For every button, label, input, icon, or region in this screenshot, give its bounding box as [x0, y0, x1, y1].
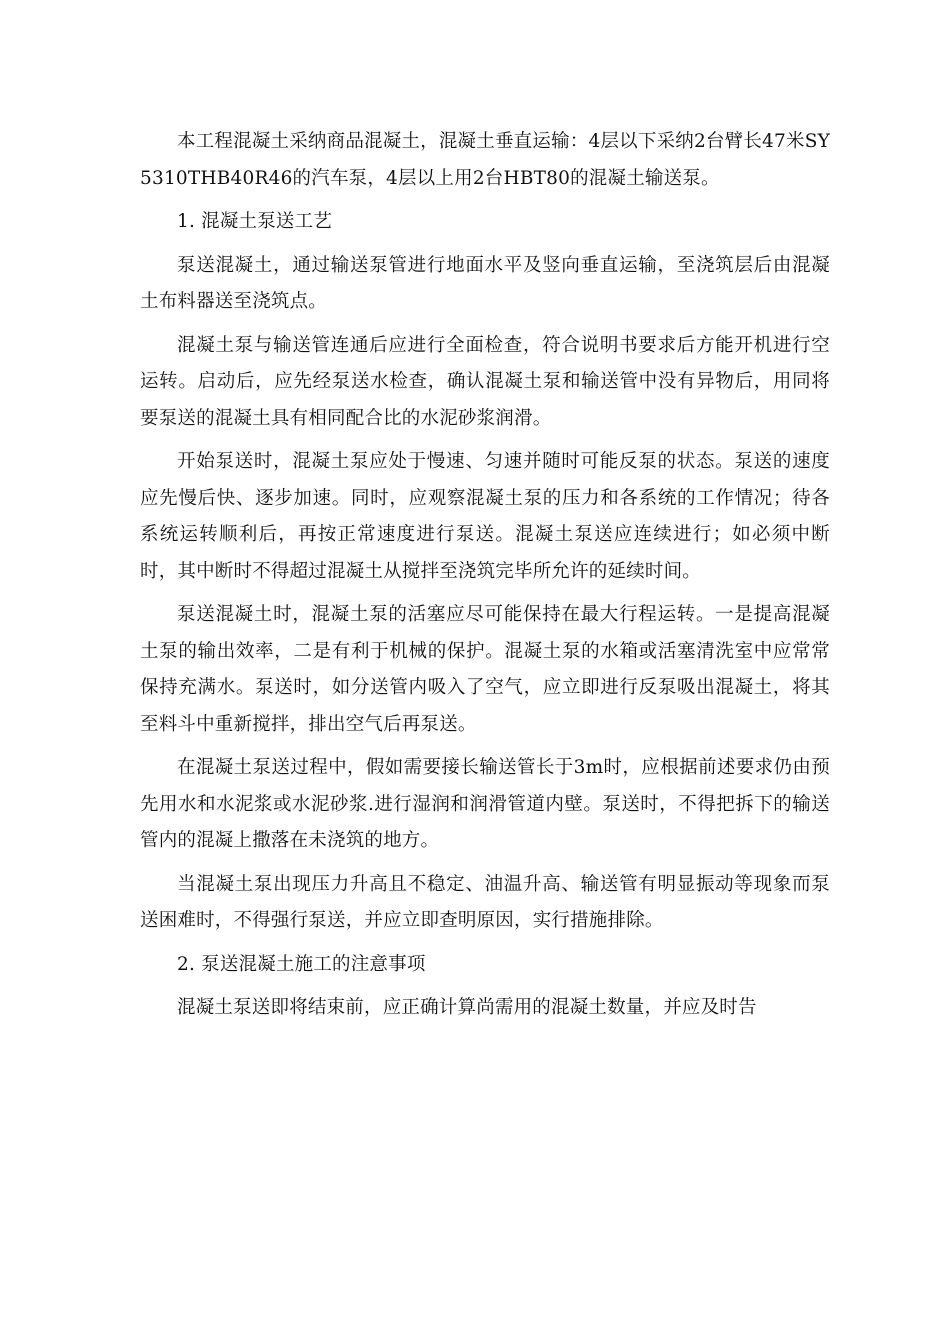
paragraph-extend-pipe: 在混凝土泵送过程中，假如需要接长输送管长于3m时，应根据前述要求仍由预先用水和水泥浆或水泥砂浆.进行湿润和润滑管道内壁。泵送时，不得把拆下的输送管内的混凝上撒落在未浇筑的地方。: [140, 757, 830, 851]
paragraph-piston: 泵送混凝土时，混凝土泵的活塞应尽可能保持在最大行程运转。一是提高混凝土泵的输出效率，二是有利于机械的保护。混凝土泵的水箱或活塞清洗室中应常常保持充满水。泵送时，如分送管内吸入了空气，应立即进行反泵吸出混凝土，将其至料斗中重新搅拌，排出空气后再泵送。: [140, 604, 830, 735]
section-heading-2: 2. 泵送混凝土施工的注意事项: [177, 953, 426, 975]
spacer: [140, 860, 830, 867]
spacer: [140, 437, 830, 444]
spacer: [140, 197, 830, 204]
paragraph-pressure: 当混凝土泵出现压力升高且不稳定、油温升高、输送管有明显振动等现象而泵送困难时，不得强行泵送，并应立即查明原因，实行措施排除。: [140, 873, 830, 931]
section-heading-1: 1. 混凝土泵送工艺: [177, 211, 333, 232]
spacer: [140, 241, 830, 248]
paragraph-start-pumping: 开始泵送时，混凝土泵应处于慢速、匀速并随时可能反泵的状态。泵送的速度应先慢后快、逐步加速。同时，应观察混凝土泵的压力和各系统的工作情况；待各系统运转顺利后，再按正常速度进行泵送。混凝土泵送应连续进行；如必须中断时，其中断时不得超过混凝土从搅拌至浇筑完毕所允许的延续时间。: [140, 451, 830, 582]
paragraph-pumping-overview: 泵送混凝土，通过输送泵管进行地面水平及竖向垂直运输，至浇筑层后由混凝土布料器送至浇筑点。: [140, 254, 830, 312]
paragraph-ending: 混凝土泵送即将结束前，应正确计算尚需用的混凝土数量，并应及时告: [177, 997, 757, 1018]
spacer: [140, 983, 830, 990]
paragraph-pump-check: 混凝土泵与输送管连通后应进行全面检查，符合说明书要求后方能开机进行空运转。启动后，应先经泵送水检查，确认混凝土泵和输送管中没有异物后，用同将要泵送的混凝土具有相同配合比的水泥砂浆润滑。: [140, 334, 830, 429]
paragraph-intro: 本工程混凝土采纳商品混凝土，混凝土垂直运输：4层以下采纳2台臂长47米SY5310THB40R46的汽车泵，4层以上用2台HBT80的混凝土输送泵。: [140, 131, 830, 189]
document-body: [140, 124, 830, 1027]
spacer: [140, 743, 830, 750]
spacer: [140, 321, 830, 328]
spacer: [140, 940, 830, 947]
spacer: [140, 590, 830, 597]
